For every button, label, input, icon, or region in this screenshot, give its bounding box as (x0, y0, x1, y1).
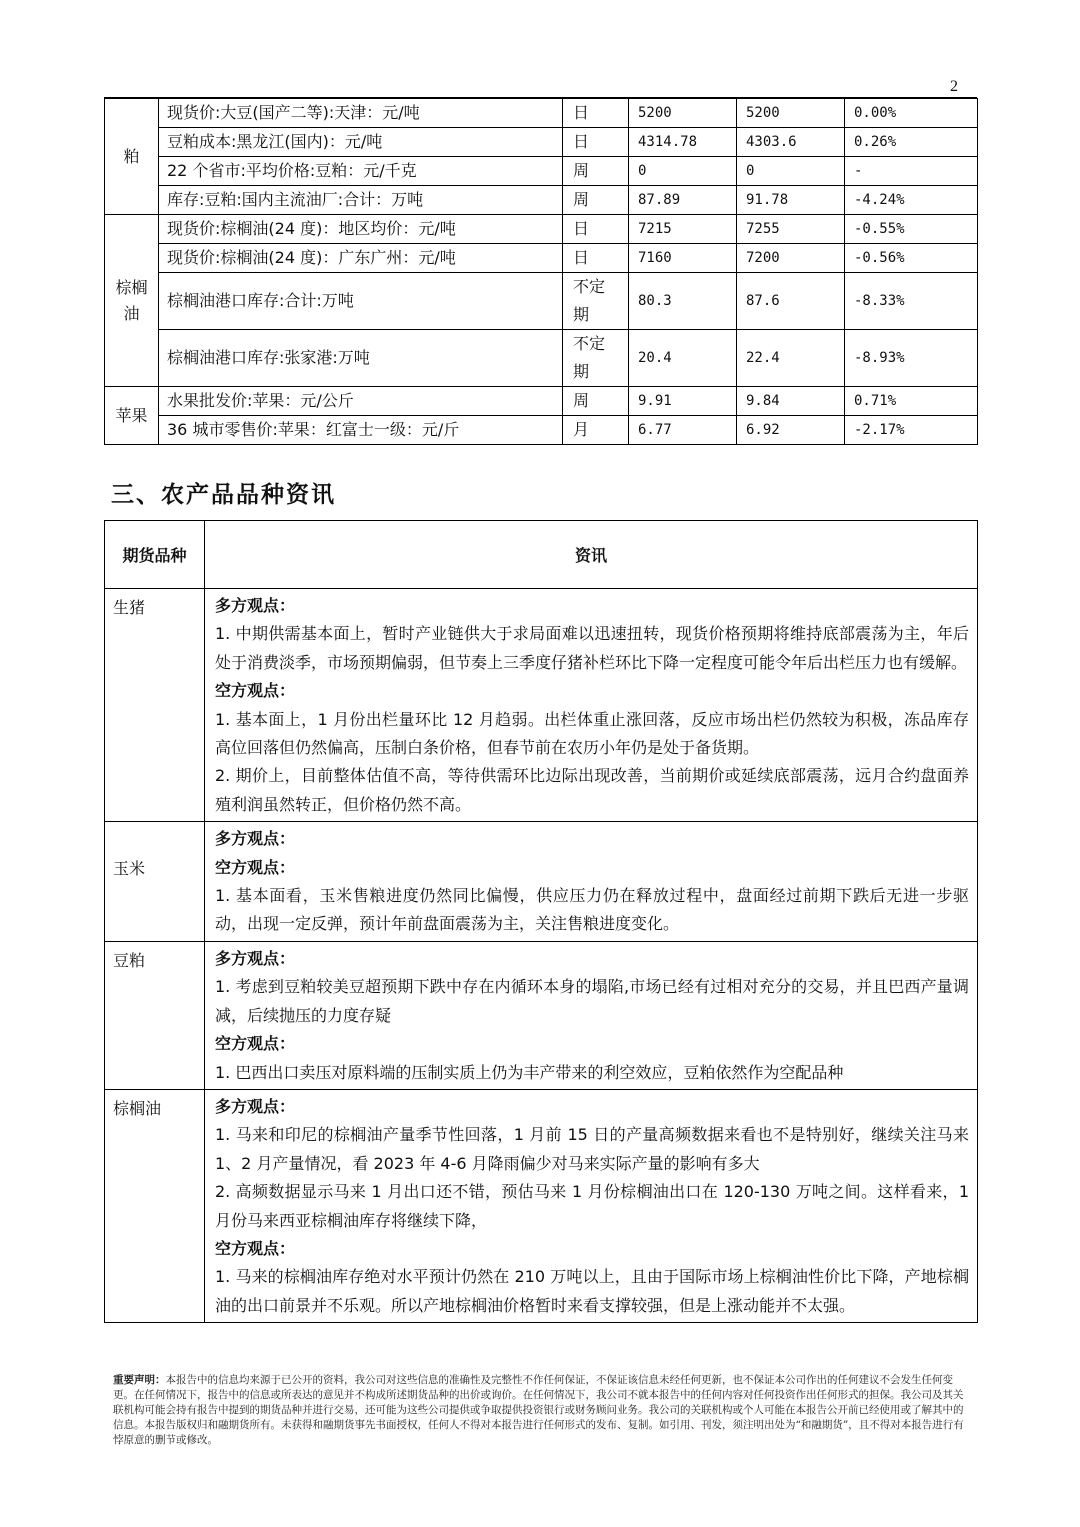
bull-view-label: 多方观点： (215, 596, 296, 615)
change-cell: -0.56% (845, 244, 978, 273)
table-row (105, 387, 978, 416)
change-cell: 0.71% (845, 387, 978, 416)
previous-value-cell: 22.4 (737, 330, 845, 387)
previous-value-cell: 0 (737, 157, 845, 186)
current-value-cell: 7215 (629, 215, 737, 244)
disclaimer-label: 重要声明： (113, 1374, 166, 1386)
indicator-cell: 棕榈油港口库存:张家港:万吨 (159, 330, 563, 387)
indicator-cell: 22 个省市:平均价格:豆粕：元/千克 (159, 157, 563, 186)
indicator-cell: 现货价:棕榈油(24 度)：广东广州：元/吨 (159, 244, 563, 273)
current-value-cell: 9.91 (629, 387, 737, 416)
change-cell: - (845, 157, 978, 186)
table-row (105, 157, 978, 186)
frequency-cell: 不定期 (563, 330, 629, 387)
indicator-cell: 棕榈油港口库存:合计:万吨 (159, 273, 563, 330)
news-body (205, 822, 978, 942)
previous-value-cell: 7255 (737, 215, 845, 244)
frequency-cell: 日 (563, 244, 629, 273)
current-value-cell: 4314.78 (629, 128, 737, 157)
bear-view-paragraph: 2. 期价上，目前整体估值不高，等待供需环比边际出现改善，当前期价或延续底部震荡，远月合约盘面养殖利润虽然转正，但价格仍然不高。 (215, 766, 969, 814)
category-cell: 苹果 (105, 387, 159, 445)
indicator-cell: 现货价:大豆(国产二等):天津：元/吨 (159, 99, 563, 128)
table-row (105, 330, 978, 387)
news-row (105, 822, 978, 942)
frequency-cell: 月 (563, 416, 629, 445)
current-value-cell: 6.77 (629, 416, 737, 445)
bear-view-paragraph: 1. 基本面看，玉米售粮进度仍然同比偏慢，供应压力仍在释放过程中，盘面经过前期下跌后无进一步驱动，出现一定反弹，预计年前盘面震荡为主，关注售粮进度变化。 (215, 886, 969, 934)
bear-view-label: 空方观点： (215, 1238, 296, 1258)
news-row (105, 589, 978, 822)
bear-view-label: 空方观点： (215, 681, 296, 701)
frequency-cell: 周 (563, 157, 629, 186)
bear-view-label: 空方观点： (215, 1034, 296, 1054)
bear-view-paragraph: 1. 巴西出口卖压对原料端的压制实质上仍为丰产带来的利空效应，豆粕依然作为空配品种 (215, 1062, 844, 1082)
price-data-table (104, 98, 978, 445)
indicator-cell: 36 城市零售价:苹果：红富士一级：元/斤 (159, 416, 563, 445)
indicator-cell: 豆粕成本:黑龙江(国内)：元/吨 (159, 128, 563, 157)
news-row (105, 1089, 978, 1322)
change-cell: -2.17% (845, 416, 978, 445)
indicator-cell: 水果批发价:苹果：元/公斤 (159, 387, 563, 416)
section-title: 三、农产品品种资讯 (111, 481, 336, 508)
change-cell: -0.55% (845, 215, 978, 244)
indicator-cell: 库存:豆粕:国内主流油厂:合计：万吨 (159, 186, 563, 215)
frequency-cell: 日 (563, 128, 629, 157)
disclaimer (113, 1373, 965, 1448)
news-body (205, 941, 978, 1089)
previous-value-cell: 87.6 (737, 273, 845, 330)
bull-view-label: 多方观点： (215, 829, 296, 849)
news-row (105, 941, 978, 1089)
bull-view-paragraph: 1. 中期供需基本面上，暂时产业链供大于求局面难以迅速扭转，现货价格预期将维持底部震荡为主，年后处于消费淡季，市场预期偏弱，但节奏上三季度仔猪补栏环比下降一定程度可能令年后出栏压力也有缓解。 (215, 624, 969, 672)
news-table (104, 520, 978, 1323)
frequency-cell: 日 (563, 99, 629, 128)
variety-cell: 豆粕 (105, 941, 205, 1089)
frequency-cell: 日 (563, 215, 629, 244)
frequency-cell: 周 (563, 387, 629, 416)
bull-view-label: 多方观点： (215, 1096, 296, 1116)
bull-view-paragraph: 2. 高频数据显示马来 1 月出口还不错，预估马来 1 月份棕榈油出口在 120-130 万吨之间。这样看来，1 月份马来西亚棕榈油库存将继续下降， (215, 1182, 969, 1230)
frequency-cell: 不定期 (563, 273, 629, 330)
news-body (205, 1089, 978, 1322)
previous-value-cell: 6.92 (737, 416, 845, 445)
header-news: 资讯 (205, 521, 978, 589)
change-cell: -4.24% (845, 186, 978, 215)
indicator-cell: 现货价:棕榈油(24 度)：地区均价：元/吨 (159, 215, 563, 244)
bull-view-label: 多方观点： (215, 948, 296, 968)
frequency-cell: 周 (563, 186, 629, 215)
current-value-cell: 87.89 (629, 186, 737, 215)
current-value-cell: 7160 (629, 244, 737, 273)
bear-view-label: 空方观点： (215, 857, 296, 877)
table-row (105, 99, 978, 128)
current-value-cell: 0 (629, 157, 737, 186)
current-value-cell: 20.4 (629, 330, 737, 387)
previous-value-cell: 5200 (737, 99, 845, 128)
table-row (105, 186, 978, 215)
change-cell: -8.93% (845, 330, 978, 387)
previous-value-cell: 4303.6 (737, 128, 845, 157)
bear-view-paragraph: 1. 马来的棕榈油库存绝对水平预计仍然在 210 万吨以上，且由于国际市场上棕榈油性价比下降，产地棕榈油的出口前景并不乐观。所以产地棕榈油价格暂时来看支撑较强，但是上涨动能并不太强。 (215, 1267, 969, 1315)
category-cell: 棕榈油 (105, 215, 159, 387)
page-number: 2 (950, 78, 958, 95)
bear-view-paragraph: 1. 基本面上，1 月份出栏量环比 12 月趋弱。出栏体重止涨回落，反应市场出栏仍然较为积极，冻品库存高位回落但仍然偏高，压制白条价格，但春节前在农历小年仍是处于备货期。 (215, 709, 969, 758)
current-value-cell: 80.3 (629, 273, 737, 330)
bull-view-paragraph: 1. 马来和印尼的棕榈油产量季节性回落，1 月前 15 日的产量高频数据来看也不是特别好，继续关注马来 1、2 月产量情况，看 2023 年 4-6 月降雨偏少对马来实际产量的影响有多大 (215, 1125, 969, 1173)
variety-cell: 棕榈油 (105, 1089, 205, 1322)
previous-value-cell: 7200 (737, 244, 845, 273)
table-row (105, 128, 978, 157)
category-cell: 粕 (105, 99, 159, 215)
table-row (105, 416, 978, 445)
table-row (105, 273, 978, 330)
change-cell: 0.00% (845, 99, 978, 128)
change-cell: -8.33% (845, 273, 978, 330)
table-row (105, 215, 978, 244)
variety-cell: 玉米 (105, 822, 205, 942)
previous-value-cell: 9.84 (737, 387, 845, 416)
header-variety: 期货品种 (105, 521, 205, 589)
table-row (105, 244, 978, 273)
current-value-cell: 5200 (629, 99, 737, 128)
bull-view-paragraph: 1. 考虑到豆粕较美豆超预期下跌中存在内循环本身的塌陷,市场已经有过相对充分的交易，并且巴西产量调减，后续抛压的力度存疑 (215, 977, 969, 1025)
variety-cell: 生猪 (105, 589, 205, 822)
news-body (205, 589, 978, 822)
previous-value-cell: 91.78 (737, 186, 845, 215)
disclaimer-text: 本报告中的信息均来源于已公开的资料，我公司对这些信息的准确性及完整性不作任何保证，不保证该信息未经任何更新，也不保证本公司作出的任何建议不会发生任何变更。在任何情况下，报告中的信息或所表达的意见并不构成所述期货品种的出价或询价。在任何情况下，我公司不就本报告中的任何内容对任何投资作出任何形式的担保。我公司及其关联机构可能会持有报告中提到的期货品种并进行交易，还可能为这些公司提供或争取提供投资银行或财务顾问业务。我公司的关联机构或个人可能在本报告公开前已经使用或了解其中的信息。本报告版权归和融期货所有。未获得和融期货事先书面授权，任何人不得对本报告进行任何形式的发布、复制。如引用、刊发，须注明出处为“和融期货”，且不得对本报告进行有悖原意的删节或修改。 (113, 1374, 964, 1446)
change-cell: 0.26% (845, 128, 978, 157)
